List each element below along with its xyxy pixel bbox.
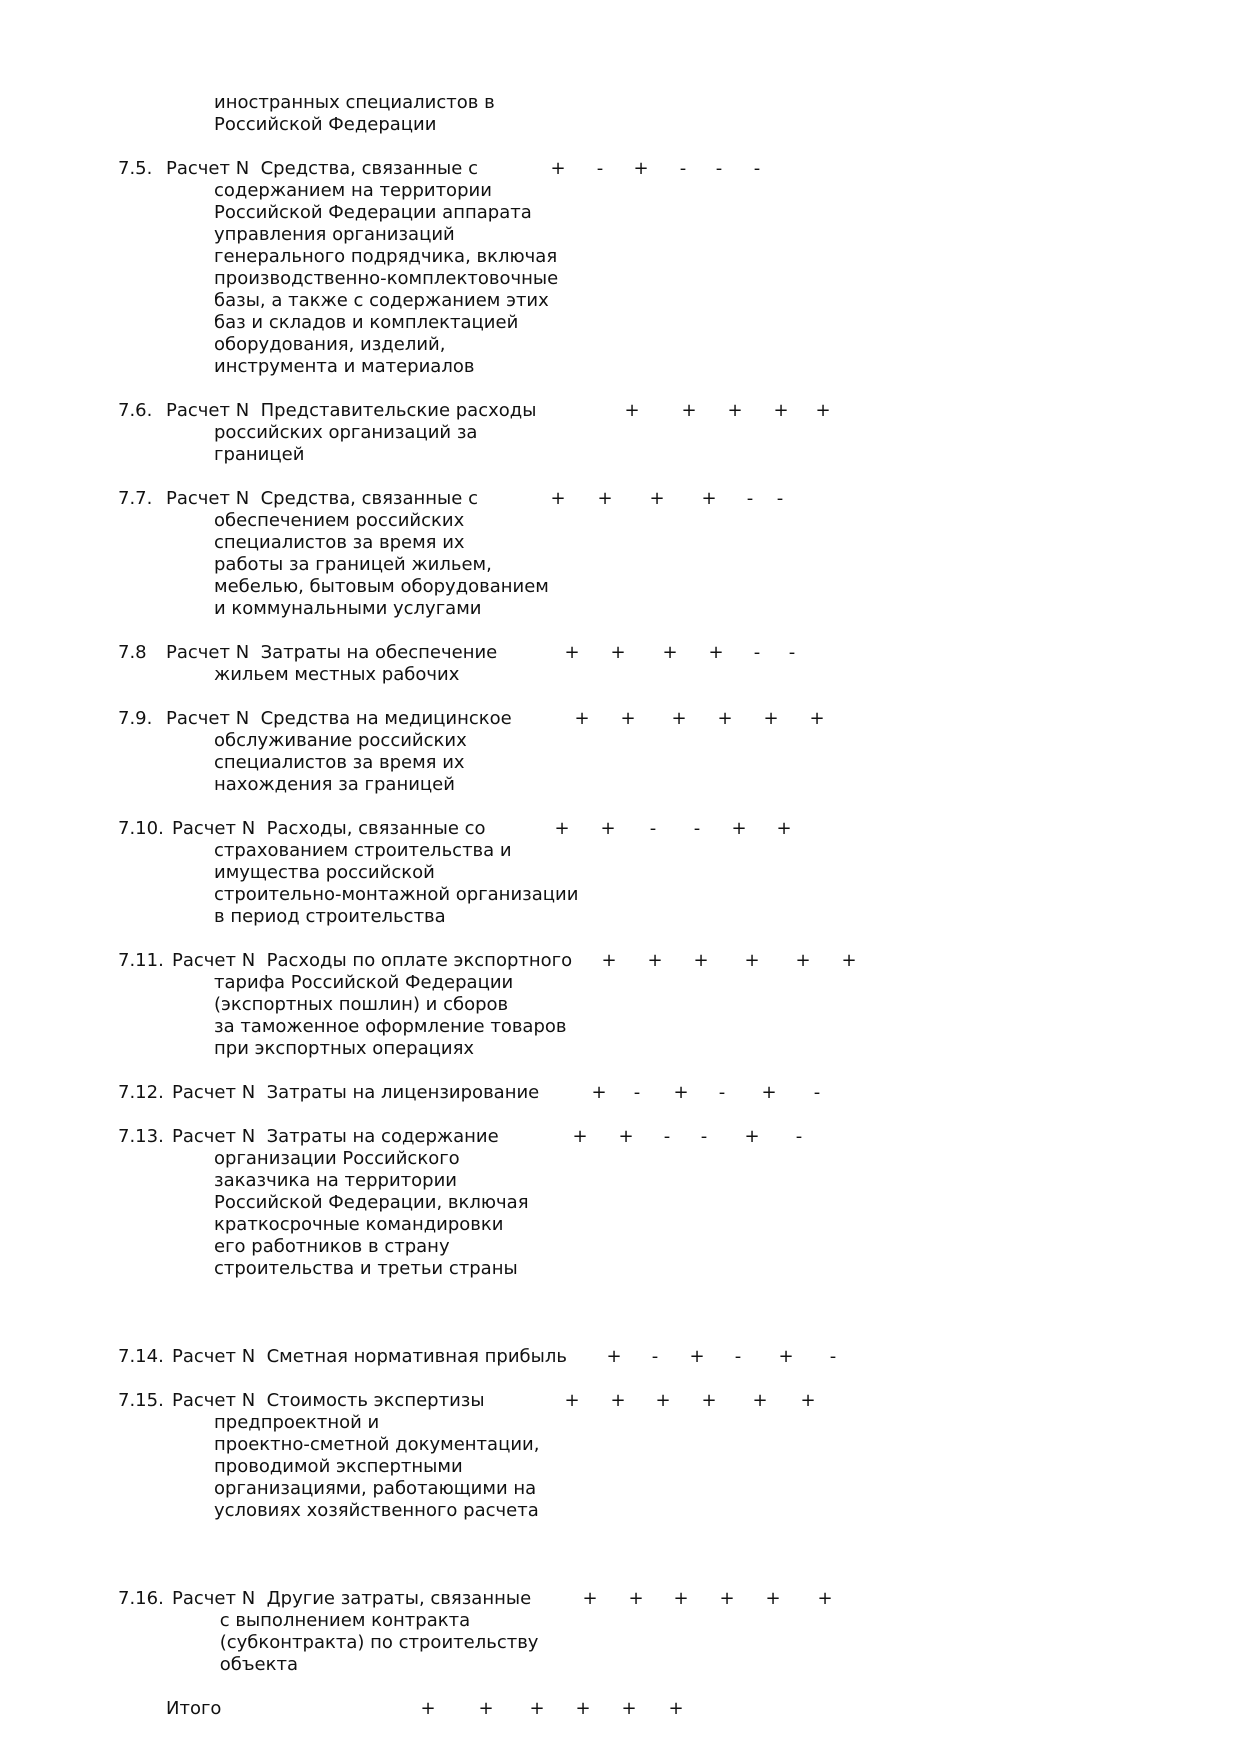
plus-mark: + [478,1698,494,1719]
minus-mark: - [633,1082,641,1103]
row-description-line: обеспечением российских [214,510,465,531]
minus-mark: - [596,158,604,179]
plus-mark: + [689,1346,705,1367]
plus-mark: + [673,1588,689,1609]
plus-mark: + [582,1588,598,1609]
row-description-line: мебелью, бытовым оборудованием [214,576,549,597]
row-description-line: иностранных специалистов в [214,92,495,113]
row-description-line: российских организаций за [214,422,478,443]
row-description-line: (экспортных пошлин) и сборов [214,994,509,1015]
minus-mark: - [746,488,754,509]
row-number: 7.10. [118,818,164,839]
row-description-line: его работников в страну [214,1236,450,1257]
plus-mark: + [564,642,580,663]
plus-mark: + [610,642,626,663]
plus-mark: + [624,400,640,421]
plus-mark: + [662,642,678,663]
minus-mark: - [813,1082,821,1103]
row-number: 7.12. [118,1082,164,1103]
minus-mark: - [651,1346,659,1367]
row-title: Расчет N Средства, связанные с [166,488,478,509]
minus-mark: - [649,818,657,839]
row-number: 7.6. [118,400,153,421]
row-title: Расчет N Расходы, связанные со [172,818,486,839]
row-description-line: базы, а также с содержанием этих [214,290,549,311]
row-title: Расчет N Другие затраты, связанные [172,1588,532,1609]
plus-mark: + [649,488,665,509]
plus-mark: + [529,1698,545,1719]
minus-mark: - [829,1346,837,1367]
row-title: Расчет N Расходы по оплате экспортного [172,950,573,971]
row-description-line: страхованием строительства и [214,840,512,861]
plus-mark: + [572,1126,588,1147]
row-description-line: (субконтракта) по строительству [214,1632,539,1653]
row-description-line: специалистов за время их [214,532,465,553]
row-description-line: краткосрочные командировки [214,1214,504,1235]
plus-mark: + [744,950,760,971]
plus-mark: + [600,818,616,839]
row-title: Расчет N Стоимость экспертизы [172,1390,485,1411]
row-description-line: проектно-сметной документации, [214,1434,540,1455]
row-number: 7.9. [118,708,153,729]
row-description-line: жильем местных рабочих [214,664,460,685]
plus-mark: + [601,950,617,971]
plus-mark: + [550,158,566,179]
row-description-line: при экспортных операциях [214,1038,475,1059]
minus-mark: - [753,642,761,663]
plus-mark: + [717,708,733,729]
plus-mark: + [761,1082,777,1103]
plus-mark: + [671,708,687,729]
row-title: Расчет N Средства, связанные с [166,158,478,179]
plus-mark: + [673,1082,689,1103]
plus-mark: + [731,818,747,839]
plus-mark: + [655,1390,671,1411]
row-description-line: за таможенное оформление товаров [214,1016,567,1037]
row-description-line: с выполнением контракта [214,1610,471,1631]
row-number: 7.7. [118,488,153,509]
row-number: 7.14. [118,1346,164,1367]
plus-mark: + [564,1390,580,1411]
row-description-line: Российской Федерации, включая [214,1192,529,1213]
plus-mark: + [554,818,570,839]
plus-mark: + [618,1126,634,1147]
plus-mark: + [776,818,792,839]
plus-mark: + [668,1698,684,1719]
minus-mark: - [693,818,701,839]
row-description-line: работы за границей жильем, [214,554,492,575]
plus-mark: + [809,708,825,729]
row-description-line: управления организаций [214,224,455,245]
plus-mark: + [719,1588,735,1609]
plus-mark: + [763,708,779,729]
plus-mark: + [727,400,743,421]
minus-mark: - [753,158,761,179]
plus-mark: + [550,488,566,509]
plus-mark: + [628,1588,644,1609]
row-number: 7.16. [118,1588,164,1609]
minus-mark: - [795,1126,803,1147]
row-description-line: имущества российской [214,862,435,883]
row-description-line: баз и складов и комплектацией [214,312,519,333]
row-number: 7.15. [118,1390,164,1411]
row-description-line: и коммунальными услугами [214,598,482,619]
plus-mark: + [800,1390,816,1411]
plus-mark: + [621,1698,637,1719]
total-label: Итого [166,1698,222,1719]
row-description-line: Российской Федерации аппарата [214,202,532,223]
row-number: 7.8 [118,642,147,663]
row-description-line: строительно-монтажной организации [214,884,579,905]
plus-mark: + [606,1346,622,1367]
row-title: Расчет N Представительские расходы [166,400,537,421]
plus-mark: + [591,1082,607,1103]
minus-mark: - [718,1082,726,1103]
row-number: 7.11. [118,950,164,971]
row-title: Расчет N Затраты на содержание [172,1126,499,1147]
row-description-line: условиях хозяйственного расчета [214,1500,539,1521]
plus-mark: + [681,400,697,421]
row-description-line: в период строительства [214,906,446,927]
row-description-line: тарифа Российской Федерации [214,972,514,993]
plus-mark: + [744,1126,760,1147]
row-description-line: заказчика на территории [214,1170,457,1191]
row-title: Расчет N Сметная нормативная прибыль [172,1346,567,1367]
minus-mark: - [679,158,687,179]
plus-mark: + [841,950,857,971]
minus-mark: - [776,488,784,509]
row-description-line: оборудования, изделий, [214,334,446,355]
plus-mark: + [701,488,717,509]
plus-mark: + [752,1390,768,1411]
plus-mark: + [610,1390,626,1411]
plus-mark: + [647,950,663,971]
row-title: Расчет N Затраты на обеспечение [166,642,498,663]
plus-mark: + [420,1698,436,1719]
row-description-line: производственно-комплектовочные [214,268,559,289]
plus-mark: + [701,1390,717,1411]
row-description-line: организации Российского [214,1148,460,1169]
plus-mark: + [765,1588,781,1609]
row-description-line: объекта [214,1654,299,1675]
row-description-line: обслуживание российских [214,730,467,751]
row-description-line: инструмента и материалов [214,356,475,377]
row-number: 7.5. [118,158,153,179]
minus-mark: - [788,642,796,663]
plus-mark: + [817,1588,833,1609]
plus-mark: + [795,950,811,971]
minus-mark: - [663,1126,671,1147]
plus-mark: + [815,400,831,421]
row-description-line: строительства и третьи страны [214,1258,518,1279]
row-description-line: содержанием на территории [214,180,492,201]
plus-mark: + [633,158,649,179]
row-number: 7.13. [118,1126,164,1147]
plus-mark: + [575,1698,591,1719]
plus-mark: + [773,400,789,421]
minus-mark: - [715,158,723,179]
minus-mark: - [700,1126,708,1147]
plus-mark: + [708,642,724,663]
plus-mark: + [597,488,613,509]
row-description-line: предпроектной и [214,1412,380,1433]
plus-mark: + [693,950,709,971]
plus-mark: + [574,708,590,729]
row-description-line: границей [214,444,305,465]
row-description-line: нахождения за границей [214,774,455,795]
row-description-line: специалистов за время их [214,752,465,773]
row-description-line: генерального подрядчика, включая [214,246,558,267]
row-description-line: организациями, работающими на [214,1478,537,1499]
plus-mark: + [778,1346,794,1367]
plus-mark: + [620,708,636,729]
row-description-line: Российской Федерации [214,114,437,135]
row-title: Расчет N Затраты на лицензирование [172,1082,540,1103]
minus-mark: - [734,1346,742,1367]
row-title: Расчет N Средства на медицинское [166,708,512,729]
row-description-line: проводимой экспертными [214,1456,463,1477]
